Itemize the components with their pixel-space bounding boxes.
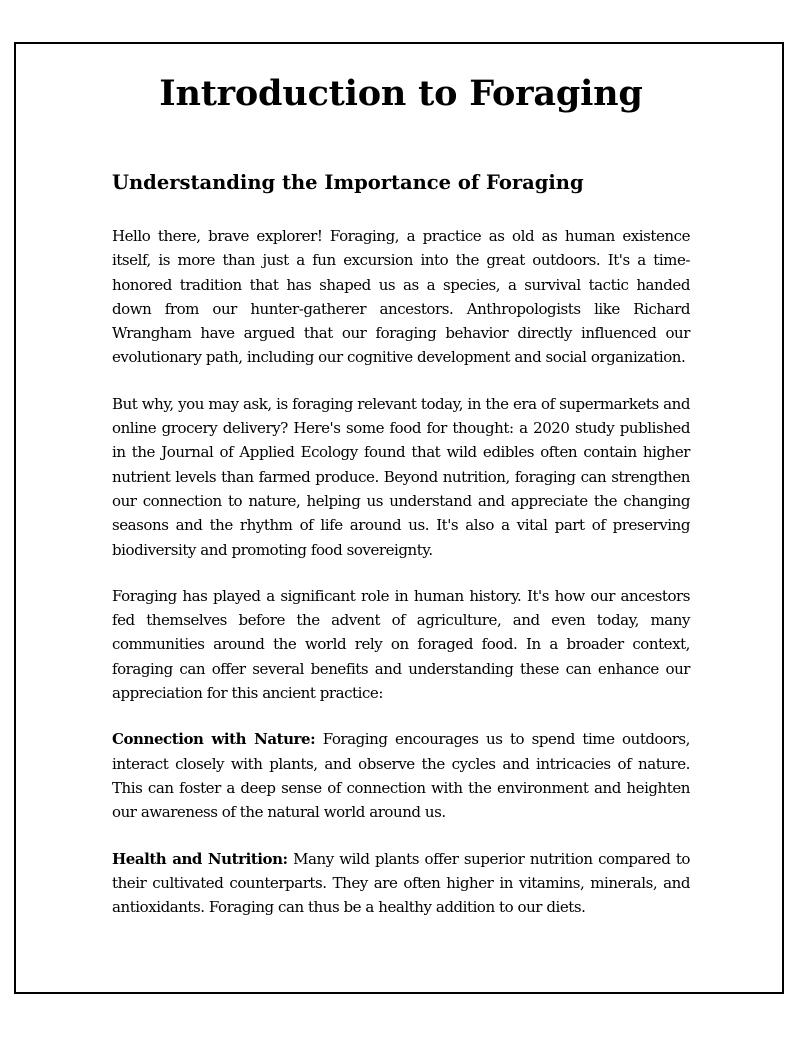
relevance-paragraph: But why, you may ask, is foraging relevant today, in the era of supermarkets and online grocery delivery? Here's some food for thought: a 2020 study published in the Journal of Applied Ecology found that wild edibles often contain higher nutrient levels than farmed produce. Beyond nutrition, foraging can strengthen our connection to nature, helping us understand and appreciate the changing seasons and the rhythm of life around us. It's also a vital part of preserving biodiversity and promoting food sovereignty. — [112, 394, 690, 559]
benefit-term: Health and Nutrition: — [112, 849, 288, 868]
benefit-text: Many wild plants offer superior nutrition compared to their cultivated counterparts. They are often higher in vitamins, minerals, and antioxidants. Foraging can thus be a healthy addition to our diets. — [112, 849, 690, 917]
benefit-text: Foraging encourages us to spend time outdoors, interact closely with plants, and observe the cycles and intricacies of nature. This can foster a deep sense of connection with the environment and heighten our awareness of the natural world around us. — [112, 730, 690, 822]
document-title: Introduction to Foraging — [159, 73, 643, 114]
document-content — [112, 44, 690, 919]
history-paragraph: Foraging has played a significant role in human history. It's how our ancestors fed themselves before the advent of agriculture, and even today, many communities around the world rely on foraged food. In a broader context, foraging can offer several benefits and understanding these can enhance our appreciation for this ancient practice: — [112, 586, 690, 703]
benefit-health-and-nutrition — [112, 847, 690, 920]
benefit-term: Connection with Nature: — [112, 730, 316, 749]
section-heading: Understanding the Importance of Foraging — [112, 171, 584, 194]
intro-paragraph: Hello there, brave explorer! Foraging, a practice as old as human existence itself, is more than just a fun excursion into the great outdoors. It's a time-honored tradition that has shaped us as a species, a survival tactic handed down from our hunter-gatherer ancestors. Anthropologists like Richard Wrangham have argued that our foraging behavior directly influenced our evolutionary path, including our cognitive development and social organization. — [112, 227, 690, 367]
benefit-connection-with-nature — [112, 727, 690, 824]
document-page — [14, 42, 784, 994]
